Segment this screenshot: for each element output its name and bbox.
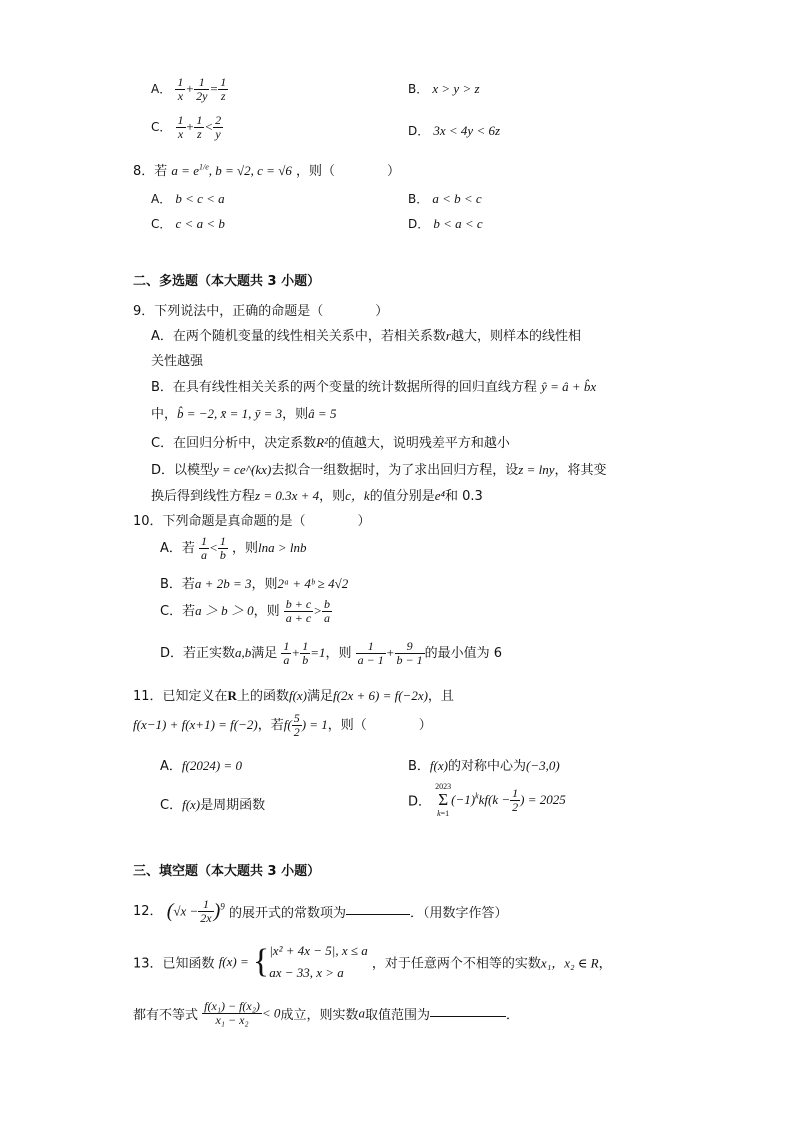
- piecewise-cases: [269, 940, 368, 984]
- q11-option-c: [160, 794, 265, 813]
- fraction: $\frac{1}{a}$: [201, 534, 208, 562]
- option-label: A．: [151, 82, 172, 96]
- fraction: $\frac{b + c}{a + c}$: [285, 597, 312, 625]
- math-expression: z = lny: [518, 462, 555, 477]
- option-text: 越大，则样本的线性相: [450, 329, 581, 344]
- q9-option-c: [151, 432, 510, 451]
- case-line: ax − 33, x > a: [269, 965, 344, 980]
- q11-stem-line1: [133, 685, 454, 704]
- question-text: ，对于任意两个不相等的实数: [371, 956, 541, 972]
- option-text: 的值越大，说明残差平方和越小: [327, 436, 510, 451]
- option-label: D．: [408, 794, 432, 810]
- math-expression: c，k: [345, 488, 370, 503]
- math-expression: a < b < c: [432, 191, 482, 206]
- option-text: ，则: [282, 407, 309, 422]
- math-expression: R²: [316, 435, 328, 450]
- math-expression: a,b: [235, 645, 252, 660]
- question-text: 成立，则实数: [280, 1008, 359, 1023]
- math-expression: 2ᵃ + 4ᵇ ≥ 4√2: [277, 576, 349, 591]
- section-title: 二、多选题（本大题共 3 小题）: [133, 274, 321, 289]
- q7-option-d: [408, 122, 500, 139]
- option-text: 换后得到线性方程: [151, 489, 256, 504]
- question-text: 取值范围为: [364, 1008, 430, 1023]
- question-text: ．（用数字作答）: [409, 906, 508, 921]
- q10-option-d: D．若正实数a,b满足 $\frac{1}{a}$ + $\frac{1}{b}$ =1，则 $\frac{1}{a - 1}$ + $\frac{9}{b - 1}$ 的最小值为 6: [160, 639, 503, 667]
- math-expression: b < a < c: [433, 216, 483, 231]
- fraction: $\frac{1}{z}$: [196, 113, 203, 141]
- math-expression: a ＞ b ＞ 0: [195, 603, 254, 618]
- option-label: B．: [408, 759, 430, 774]
- option-text: D．若正实数: [160, 646, 236, 661]
- option-text: 是周期函数: [200, 798, 266, 813]
- math-expression: (−3,0): [525, 758, 560, 773]
- option-text: ，将其变: [554, 463, 607, 478]
- math-expression: < 0: [261, 1005, 281, 1021]
- math-expression: 3x < 4y < 6z: [433, 123, 501, 138]
- question-text: ，则（ ）: [295, 164, 400, 179]
- answer-blank[interactable]: [346, 902, 410, 915]
- math-expression: lna > lnb: [257, 540, 307, 555]
- option-text: 满足: [251, 646, 278, 661]
- option-text: D．以模型: [151, 463, 214, 478]
- section-title: 三、填空题（本大题共 3 小题）: [133, 864, 321, 879]
- question-text: ，则（ ）: [327, 718, 432, 733]
- q7-option-b: [408, 80, 480, 97]
- q7-option-c: C． $\frac{1}{x}$ + $\frac{1}{z}$ < $\frac{2}{y}$: [151, 113, 222, 141]
- math-expression: c < a < b: [175, 216, 225, 231]
- math-expression: f(2024) = 0: [181, 758, 242, 773]
- option-label: B．: [408, 192, 429, 206]
- q11-option-d: D． 2023 Σ $k=1(-1)^kkf(k$ − $\frac{1}{2}$ ) = 2025: [408, 782, 566, 818]
- option-text: B．在具有线性相关关系的两个变量的统计数据所得的回归直线方程: [151, 380, 537, 395]
- q9-option-d-line2: [151, 485, 483, 504]
- option-label: A．: [151, 192, 172, 206]
- q11-option-b: [408, 755, 560, 774]
- fraction: $\frac{2}{y}$: [215, 113, 222, 141]
- question-text: 13．已知函数: [133, 956, 215, 972]
- fraction: $\frac{1}{2y}$: [196, 75, 208, 103]
- question-text: 的展开式的常数项为: [228, 906, 346, 921]
- q8-option-b: [408, 190, 482, 207]
- math-expression: f(x): [288, 688, 307, 703]
- brace: {: [252, 943, 270, 980]
- q11-stem-line2: f(x−1) + f(x+1) = f(−2)，若f( $\frac{5}{2}$ ) = 1，则（ ）: [133, 711, 432, 739]
- fraction: $\frac{1}{2}$: [512, 785, 519, 814]
- fraction: $\frac{1}{b}$: [302, 639, 309, 667]
- math-expression: a + 2b = 3: [194, 576, 252, 591]
- question-text: 都有不等式: [133, 1008, 199, 1023]
- option-text: C．在回归分析中，决定系数: [151, 436, 317, 451]
- fraction: $\frac{5}{2}$: [293, 711, 300, 739]
- fraction: $\frac{1}{z}$: [220, 75, 227, 103]
- math-expression: b < c < a: [175, 191, 225, 206]
- summation-sign: 2023 Σ k=1: [435, 782, 452, 818]
- option-text: 中，: [151, 407, 178, 422]
- q12: 12． (√x − $\frac{1}{2x}$ )$^9$ 的展开式的常数项为 ．（用数字作答）: [133, 897, 508, 925]
- q8-stem: [133, 160, 400, 179]
- option-text: 去拟合一组数据时，为了求出回归方程，设: [271, 463, 519, 478]
- math-expression: f(x): [429, 758, 448, 773]
- q9-option-a-line2: 关性越强: [151, 354, 204, 369]
- q10-stem: 10．下列命题是真命题的是（ ）: [133, 514, 371, 529]
- q9-option-b-line2: [151, 403, 336, 422]
- math-expression: ŷ = â + b̂x: [541, 379, 597, 394]
- q13-line2: [133, 1000, 519, 1027]
- q10-option-a: A．若 $\frac{1}{a}$ < $\frac{1}{b}$ ，则lna > lnb: [160, 534, 307, 562]
- option-label: D．: [408, 217, 430, 231]
- math-expression: R: [227, 688, 237, 703]
- question-number: 12．: [133, 904, 163, 919]
- option-label: C．: [160, 798, 183, 813]
- math-expression: f(x) =: [218, 954, 249, 969]
- math-expression: y = ce^(kx): [213, 462, 272, 477]
- option-label: C．: [151, 217, 172, 231]
- fraction: $\frac{9}{b - 1}$: [396, 639, 423, 667]
- option-text: 的最小值为 6: [424, 646, 503, 661]
- math-expression: b̂ = −2, x̄ = 1, ȳ = 3: [177, 406, 283, 421]
- option-label: D．: [408, 124, 430, 138]
- question-text: ，: [598, 956, 612, 972]
- option-text: A．在两个随机变量的线性相关关系中，若相关系数: [151, 329, 446, 344]
- question-text: 满足: [307, 689, 334, 704]
- fraction: $\frac{1}{a - 1}$: [357, 639, 384, 667]
- question-number: 8．若: [133, 164, 168, 179]
- math-expression: x > y > z: [432, 81, 480, 96]
- q9-option-a-line1: [151, 325, 581, 344]
- q10-option-c: C．若a ＞ b ＞ 0，则 $\frac{b + c}{a + c}$ > $\frac{b}{a}$: [160, 597, 330, 625]
- option-label: A．: [160, 759, 182, 774]
- math-expression: a: [358, 1005, 365, 1021]
- answer-blank[interactable]: [430, 1004, 506, 1017]
- q8-option-d: [408, 215, 483, 232]
- fraction: $\frac{b}{a}$: [323, 597, 330, 625]
- fraction: $\frac{1}{x}$: [177, 75, 184, 103]
- q9-option-b-line1: [151, 376, 596, 395]
- question-text: 11．已知定义在: [133, 689, 228, 704]
- option-text: ，则: [253, 604, 280, 619]
- math-expression: f(x−1) + f(x+1) = f(−2): [133, 717, 258, 732]
- q7-option-a: A． $\frac{1}{x}$ + $\frac{1}{2y}$ = $\frac{1}{z}$: [151, 75, 227, 103]
- question-text: 上的函数: [236, 689, 289, 704]
- option-text: 的值分别是: [369, 489, 435, 504]
- fraction: $\frac{\text{f(x₁) − f(x₂)}}{\text{x₁ − x₂}}$: [204, 999, 260, 1027]
- fraction: $\frac{1}{a}$: [283, 639, 290, 667]
- math-expression: z = 0.3x + 4: [255, 488, 320, 503]
- option-text: ，则: [251, 577, 278, 592]
- math-expression: â = 5: [308, 406, 337, 421]
- fraction: $\frac{1}{2x}$: [200, 897, 212, 925]
- q8-option-a: [151, 190, 225, 207]
- option-text: ，则: [319, 489, 346, 504]
- option-text: ，则: [231, 541, 258, 556]
- option-text: B．若: [160, 577, 195, 592]
- q9-option-d-line1: [151, 459, 607, 478]
- case-line: |x² + 4x − 5|, x ≤ a: [269, 943, 368, 958]
- q13-line1: [133, 940, 612, 984]
- q8-option-c: [151, 215, 225, 232]
- option-text: A．若: [160, 541, 195, 556]
- question-text: ，且: [427, 689, 454, 704]
- fraction: $\frac{1}{x}$: [177, 113, 184, 141]
- option-text: 的对称中心为: [447, 759, 526, 774]
- question-text: ，若: [257, 718, 284, 733]
- option-label: B．: [408, 82, 429, 96]
- q10-option-b: [160, 573, 348, 592]
- math-expression: $a = e^{1/e}$, b = √2, c = √6: [171, 162, 292, 178]
- option-text: ，则: [325, 646, 352, 661]
- q11-option-a: [160, 755, 242, 774]
- option-label: C．: [151, 120, 172, 134]
- q9-stem: 9．下列说法中，正确的命题是（ ）: [133, 304, 389, 319]
- option-text: C．若: [160, 604, 196, 619]
- math-expression: f(2x + 6) = f(−2x): [333, 688, 428, 703]
- math-expression: e⁴: [434, 488, 446, 503]
- math-expression: f(x): [182, 797, 201, 812]
- question-text: ．: [505, 1008, 519, 1023]
- option-text: 和 0.3: [445, 489, 483, 504]
- math-expression: x₁，x₂ ∈ R: [540, 955, 599, 971]
- fraction: $\frac{1}{b}$: [219, 534, 226, 562]
- math-expression: r: [445, 328, 451, 343]
